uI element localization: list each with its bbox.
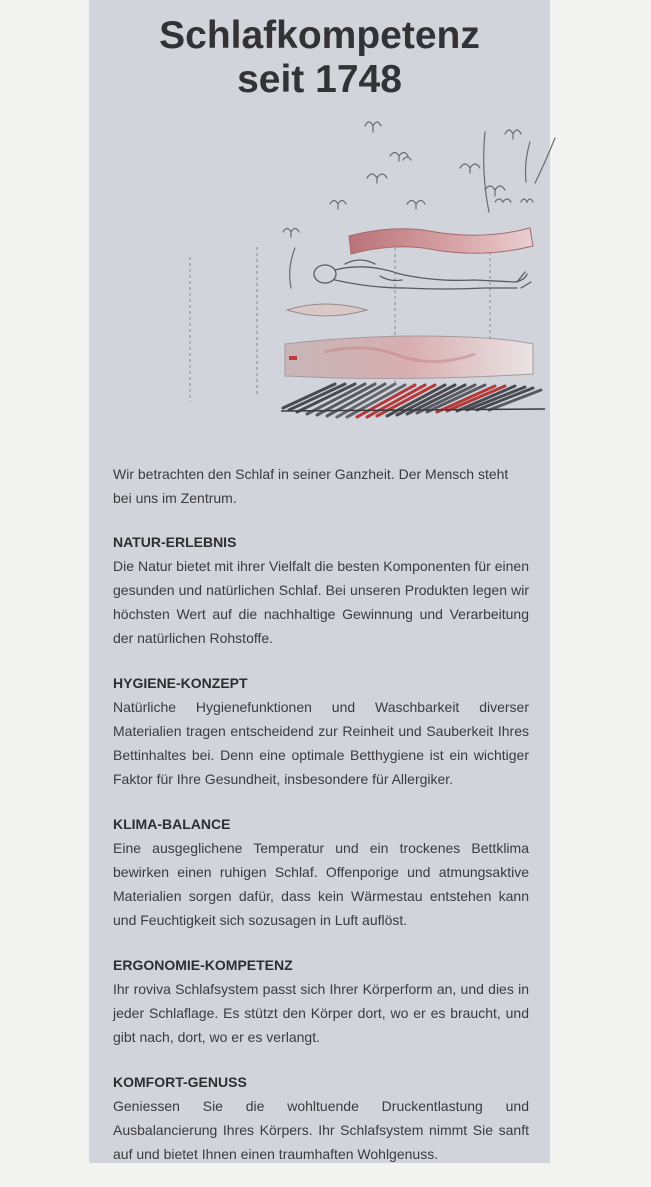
text-content <box>113 462 529 1187</box>
section-heading: KOMFORT-GENUSS <box>113 1074 247 1090</box>
section-body: Geniessen Sie die wohltuende Druckentlastung und Ausbalancierung Ihres Körpers. Ihr Schlafsystem nimmt Sie sanft auf und bietet Ihnen einen traumhaften Wohlgenuss. <box>113 1098 529 1162</box>
section-heading: HYGIENE-KONZEPT <box>113 675 248 691</box>
content-panel <box>89 0 550 1163</box>
section-body: Eine ausgeglichene Temperatur und ein trockenes Bettklima bewirken einen ruhigen Schlaf. Offenporige und atmungsaktive Materialien sorgen dafür, dass kein Wärmestau entstehen kann und Feuchtigkeit sich sozusagen in Luft auflöst. <box>113 840 529 928</box>
section-body: Natürliche Hygienefunktionen und Waschbarkeit diverser Materialien tragen entscheidend zur Reinheit und Sauberkeit Ihres Bettinhaltes bei. Denn eine optimale Betthygiene ist ein wichtiger Faktor für Ihre Gesundheit, insbesondere für Allergiker. <box>113 699 529 787</box>
section-heading: NATUR-ERLEBNIS <box>113 534 237 550</box>
section-heading: KLIMA-BALANCE <box>113 816 231 832</box>
section-body: Die Natur bietet mit ihrer Vielfalt die besten Komponenten für einen gesunden und natürlichen Schlaf. Bei unseren Produkten legen wir höchsten Wert auf die nachhaltige Gewinnung und Verarbeitung der natürlichen Rohstoffe. <box>113 558 529 646</box>
sleep-system-illustration-icon <box>185 112 585 430</box>
section-hygiene-konzept <box>113 671 529 791</box>
title-line-2: seit 1748 <box>237 58 402 101</box>
section-body: Ihr roviva Schlafsystem passt sich Ihrer Körperform an, und dies in jeder Schlaflage. Es stützt den Körper dort, wo er es braucht, und gibt nach, dort, wo er es verlangt. <box>113 981 529 1045</box>
section-natur-erlebnis <box>113 530 529 650</box>
intro-text: Wir betrachten den Schlaf in seiner Ganzheit. Der Mensch steht bei uns im Zentrum. <box>113 466 509 506</box>
section-heading: ERGONOMIE-KOMPETENZ <box>113 957 293 973</box>
section-klima-balance <box>113 812 529 932</box>
section-komfort-genuss <box>113 1070 529 1166</box>
title-line-1: Schlafkompetenz <box>159 14 480 57</box>
page-title <box>89 14 550 102</box>
section-ergonomie-kompetenz <box>113 953 529 1049</box>
